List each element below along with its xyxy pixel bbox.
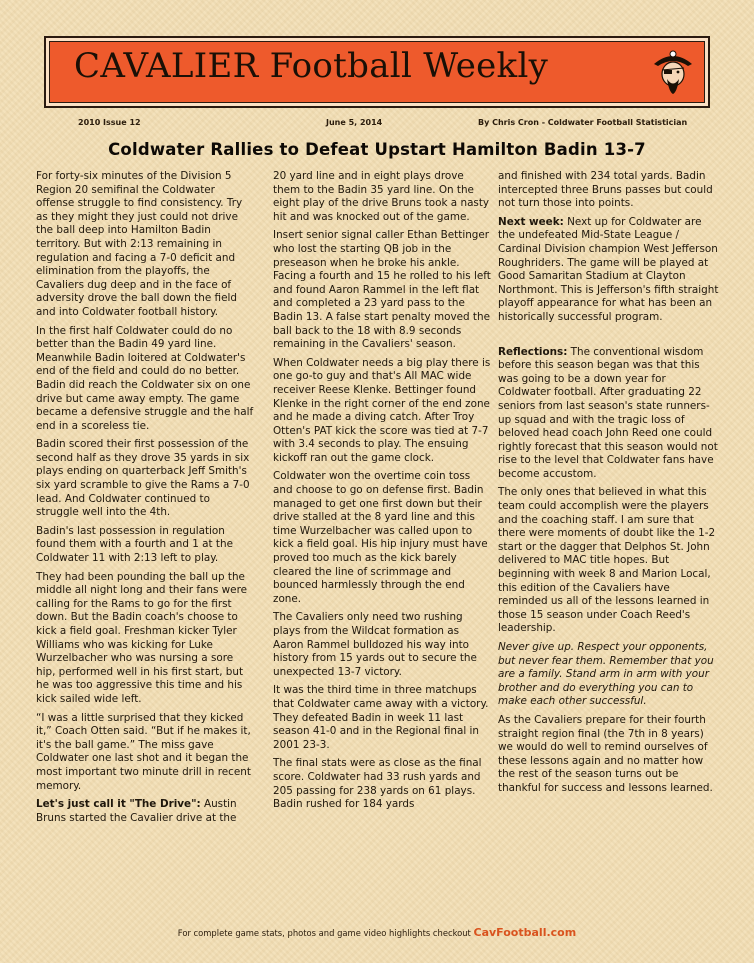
- paragraph: “I was a little surprised that they kicked it,” Coach Otten said. “But if he makes it, it's the ball game.” The miss gave Coldwater one last shot and it began the most important two minute drill in recent memory.: [36, 711, 251, 792]
- article-column-2: [273, 170, 491, 817]
- paragraph: [36, 798, 254, 825]
- paragraph: Badin's last possession in regulation found them with a fourth and 1 at the Coldwater 11 with 2:13 left to play.: [36, 524, 233, 565]
- paragraph: Insert senior signal caller Ethan Bettinger who lost the starting QB job in the preseason when he broke his ankle. Facing a fourth and 15 he rolled to his left and found Aaron Rammel in the left flat and completed a 23 yard pass to the Badin 13. A false start penalty moved the ball back to the 18 with 8.9 seconds remaining in the Cavaliers' season.: [273, 229, 491, 351]
- paragraph: As the Cavaliers prepare for their fourth straight region final (the 7th in 8 years) we would do well to remind ourselves of these lessons again and no matter how the rest of the season turns out be thankful for success and lessons learned.: [498, 713, 713, 794]
- cavalier-pirate-logo-icon: [650, 44, 696, 98]
- date-label: June 5, 2014: [326, 118, 383, 127]
- paragraph: It was the third time in three matchups that Coldwater came away with a victory. They defeated Badin in week 11 last season 41-0 and in the Regional final in 2001 23-3.: [273, 684, 489, 751]
- footer-link[interactable]: CavFootball.com: [473, 926, 577, 939]
- paragraph: Badin scored their first possession of the second half as they drove 35 yards in six plays ending on quarterback Jeff Smith's six yard scramble to give the Rams a 7-0 lead. And Coldwater continued to struggle well into the 4th.: [36, 438, 250, 519]
- paragraph: [498, 216, 720, 325]
- footer: [0, 926, 754, 939]
- paragraph: The only ones that believed in what this team could accomplish were the players and the coaching staff. I am sure that there were moments of doubt like the 1-2 start or the dagger that Delphos St. John delivered to MAC title hopes. But beginning with week 8 and Marion Local, this edition of the Cavaliers have reminded us all of the lessons learned in those 15 season under Coach Reed's leadership.: [498, 486, 716, 635]
- reflections-text: The conventional wisdom before this season began was that this was going to be a down year for Coldwater football. After graduating 22 seniors from last season's state runners-up squad and with the tragic loss of beloved head coach John Reed one could rightly forecast that this season would not rise to the level that Coldwater fans have become accustom.: [498, 345, 718, 480]
- article-column-3: [498, 170, 720, 801]
- article-column-1: [36, 170, 254, 830]
- drive-text: Austin Bruns started the Cavalier drive at the: [36, 798, 237, 824]
- drive-label: Let's just call it "The Drive":: [36, 798, 201, 811]
- article-headline: Coldwater Rallies to Defeat Upstart Hamilton Badin 13-7: [108, 140, 646, 159]
- paragraph: 20 yard line and in eight plays drove them to the Badin 35 yard line. On the eight play of the drive Bruns took a nasty hit and was knocked out of the game.: [273, 170, 490, 223]
- reflections-label: Reflections:: [498, 345, 568, 358]
- paragraph: Coldwater won the overtime coin toss and choose to go on defense first. Badin managed to get one first down but their drive stalled at the 8 yard line and this time Wurzelbacher was called upon to kick a field goal. His hip injury must have proved too much as the kick barely cleared the line of scrimmage and bounced harmlessly through the end zone.: [273, 470, 488, 605]
- paragraph: For forty-six minutes of the Division 5 Region 20 semifinal the Coldwater offense struggle to find consistency. Try as they might they just could not drive the ball deep into Hamilton Badin territory. But with 2:13 remaining in regulation and facing a 7-0 deficit and elimination from the playoffs, the Cavaliers dug deep and in the face of adversity drove the ball down the field and into Coldwater football history.: [36, 170, 243, 318]
- paragraph: The Cavaliers only need two rushing plays from the Wildcat formation as Aaron Rammel bulldozed his way into history from 15 yards out to secure the unexpected 13-7 victory.: [273, 611, 477, 678]
- paragraph: and finished with 234 total yards. Badin intercepted three Bruns passes but could not turn those into points.: [498, 170, 713, 210]
- paragraph: In the first half Coldwater could do no better than the Badin 49 yard line. Meanwhile Badin loitered at Coldwater's end of the field and could do no better. Badin did reach the Coldwater six on one drive but came away empty. The game became a defensive struggle and the half end in a scoreless tie.: [36, 324, 254, 432]
- issue-label: 2010 Issue 12: [78, 118, 141, 127]
- masthead-banner: [44, 36, 710, 108]
- spacer: [498, 330, 720, 346]
- paragraph: They had been pounding the ball up the middle all night long and their fans were calling for the Rams to go for the first down. But the Badin coach's choose to kick a field goal. Freshman kicker Tyler Williams who was kicking for Luke Wurzelbacher who was nursing a sore hip, performed well in his first start, but he was too aggressive this time and his kick sailed wide left.: [36, 570, 248, 705]
- paragraph: [498, 346, 720, 482]
- byline: By Chris Cron - Coldwater Football Statistician: [478, 118, 688, 127]
- masthead-title: CAVALIER Football Weekly: [74, 46, 549, 86]
- paragraph: The final stats were as close as the final score. Coldwater had 33 rush yards and 205 passing for 238 yards on 61 plays. Badin rushed for 184 yards: [273, 757, 482, 811]
- italic-paragraph: Never give up. Respect your opponents, but never fear them. Remember that you are a family. Stand arm in arm with your brother and do everything you can to make each other successful.: [498, 641, 714, 708]
- next-week-text: Next up for Coldwater are the undefeated Mid-State League / Cardinal Division champion West Jefferson Roughriders. The game will be played at Good Samaritan Stadium at Clayton Northmont. This is Jefferson's fifth straight playoff appearance for what has been an historically successful program.: [498, 215, 719, 323]
- paragraph: When Coldwater needs a big play there is one go-to guy and that's All MAC wide receiver Reese Klenke. Bettinger found Klenke in the right corner of the end zone and he made a diving catch. After Troy Otten's PAT kick the score was tied at 7-7 with 3.4 seconds to play. The ensuing kickoff ran out the game clock.: [273, 356, 491, 464]
- next-week-label: Next week:: [498, 215, 564, 228]
- footer-text: For complete game stats, photos and game video highlights checkout: [177, 928, 474, 938]
